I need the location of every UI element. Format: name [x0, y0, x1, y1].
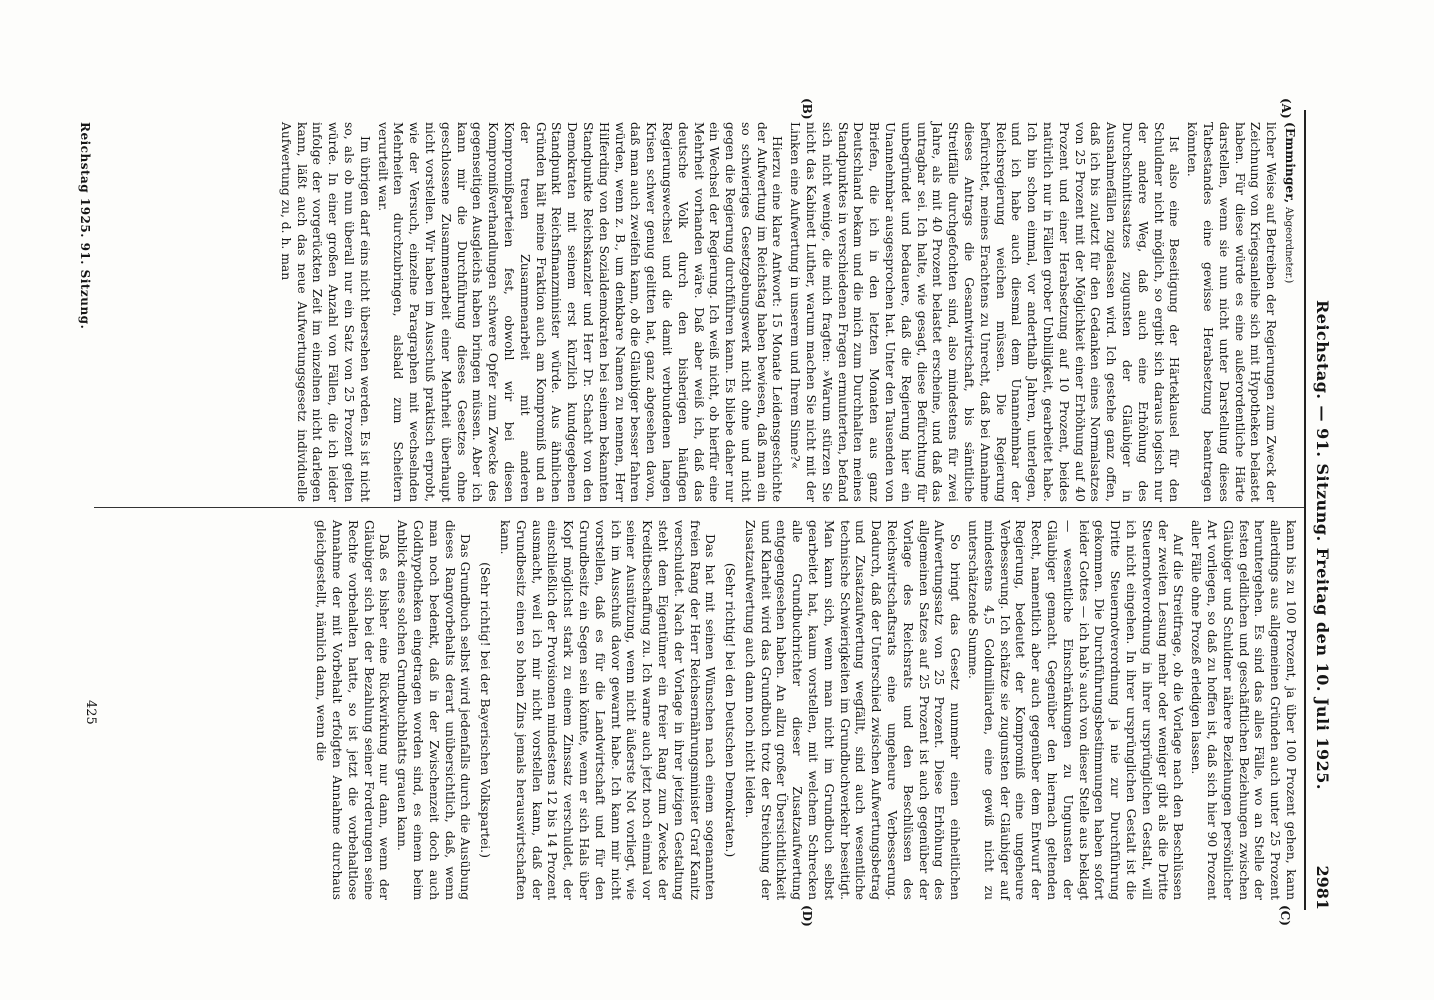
paragraph: kann bis zu 100 Prozent, ja über 100 Prozent gehen, kann allerdings aus allgemeinen Gründen auch unter 25 Prozent heruntergehen. Es sind das alles Fälle, wo an Stelle der festen geldlichen und geschäftlichen Beziehungen zwischen Gläubiger und Schuldner nähere Beziehungen persönlicher Art vorliegen, so daß zu hoffen ist, daß sich hier 90 Prozent aller Fälle ohne Prozeß erledigen lassen. — [1189, 520, 1298, 900]
header-rule — [1304, 110, 1306, 910]
right-column — [310, 520, 1298, 900]
column-divider — [94, 507, 1304, 508]
paragraph: Daß es bisher eine Rückwirkung nur dann, wenn der Gläubiger sich bei der Bezahlung seiner Forderungen seine Rechte vorbehalten hatte, so ist jetzt die vorbehaltlose Annahme der mit Vorbehalt erfolgten Annahme durchaus gleichgestellt, nämlich dann, wenn die — [314, 520, 392, 900]
paragraph: Auf die Streitfrage, ob die Vorlage nach den Beschlüssen der zweiten Lesung mehr oder weniger gibt als die Dritte Steuernotverordnung in ihrer ursprünglichen Gestalt, will ich nicht eingehen. In ihrer ursprünglichen Gestalt ist die Dritte Steuernotverordnung ja nie zur Durchführung gekommen. Die Durchführungsbestimmungen haben sofort leider Gottes — ich hab's auch von dieser Stelle aus beklagt — wesentliche Einschränkungen zu Ungunsten der Gläubiger gemacht. Gegenüber den hiernach geltenden Recht, namentlich aber auch gegenüber dem Entwurf der Regierung, bedeutet der Kompromiß eine ungeheure Verbesserung. Ich schätze sie zugunsten der Gläubiger auf mindestens 4,5 Goldmilliarden, eine gewiß nicht zu unterschätzende Summe. — [966, 520, 1186, 900]
signature-number: 425 — [83, 700, 98, 725]
margin-mark-b: (B) — [800, 98, 814, 120]
running-title: Reichstag. — 91. Sitzung. Freitag den 10. Juli 1925. — [1313, 300, 1332, 790]
interjection: (Sehr richtig! bei der Bayerischen Volkspartei.) — [478, 562, 493, 858]
paragraph: Im übrigen darf eins nicht übersehen werden. Es ist nicht so, als ob nun überall nur ein Satz von 25 Prozent gelten würde. In einer großen Anzahl von Fällen, die ich leider infolge der vorgerückten Zeit im einzelnen nicht darlegen kann, läßt auch das neue Aufwertungsgesetz individuelle Aufwertung zu, d. h. man — [278, 122, 372, 502]
paragraph: So bringt das Gesetz nunmehr einen einheitlichen Aufwertungssatz von 25 Prozent. Diese Erhöhung des allgemeinen Satzes auf 25 Prozent ist auch gegenüber der Vorlage des Reichsrats und den Beschlüssen des Reichswirtschaftsrats eine ungeheure Verbesserung. Dadurch, daß der Unterschied zwischen Aufwertungsbetrag und Zusatzaufwertung wegfällt, sind auch wesentliche technische Schwierigkeiten im Grundbuchverkehr beseitigt. Man kann sich, wenn man nicht im Grundbuch selbst gearbeitet hat, kaum vorstellen, mit welchem Schrecken alle Grundbuchrichter dieser Zusatzaufwertung entgegengesehen haben. An allzu großer Übersichtlichkeit und Klarheit wird das Grundbuch trotz der Streichung der Zusatzaufwertung auch dann noch nicht leiden. — [742, 520, 963, 900]
speaker-name: (Emminger, — [1283, 122, 1298, 204]
interjection: (Sehr richtig! bei den Deutschen Demokraten.) — [723, 562, 738, 858]
left-column — [275, 122, 1298, 502]
margin-mark-d: (D) — [800, 905, 814, 927]
margin-mark-a: (A) — [1279, 98, 1293, 119]
speaker-line — [1280, 122, 1298, 502]
page-footer: Reichstag 1925. 91. Sitzung. — [78, 122, 92, 330]
paragraph: Das hat mit seinen Wünschen nach einem sogenannten freien Rang der Herr Reichsernährungsminister Graf Kanitz verschuldet. Nach der Vorlage in ihrer jetzigen Gestaltung steht dem Eigentümer ein freier Rang zum Zwecke der Kreditbeschaffung zu. Ich warne auch jetzt noch einmal vor seiner Ausnützung, wenn nicht äußerste Not vorliegt, wie ich im Ausschuß davor gewarnt habe. Ich kann mir nicht vorstellen, daß es für die Landwirtschaft und für den Grundbesitz ein Segen sein könnte, wenn er sich Hals über Kopf möglichst stark zu einem Zinssatz verschuldet, der einschließlich der Provisionen mindestens 12 bis 14 Prozent ausmacht, weil ich mir nicht vorstellen kann, daß der Grundbesitz einen so hohen Zins jemals herauswirtschaften kann. — [497, 520, 718, 900]
page-header — [1306, 110, 1334, 910]
page-number: 2981 — [1313, 865, 1332, 910]
paragraph: licher Weise auf Betreiben der Regierungen zum Zweck der Zeichnung von Kriegsanleihe sich mit Hypotheken belastet haben. Für diese würde es eine außerordentliche Härte darstellen, wenn sie nun nicht unter Darstellung dieses Tatbestandes eine gewisse Herabsetzung beantragen könnten. — [1185, 122, 1279, 502]
margin-mark-c: (C) — [1278, 905, 1292, 926]
paragraph: Ist also eine Beseitigung der Härteklausel für den Schuldner nicht möglich, so ergibt sich daraus logisch nur der andere Weg, daß auch eine Erhöhung des Durchschnittssatzes zugunsten der Gläubiger in Ausnahmefällen zugelassen wird. Ich gestehe ganz offen, daß ich bis zuletzt für den Gedanken eines Normalsatzes von 25 Prozent mit der Möglichkeit einer Erhöhung auf 40 Prozent und einer Herabsetzung auf 10 Prozent, beides natürlich nur in Fällen grober Unbilligkeit, gearbeitet habe. Ich bin schon einmal, vor anderthalb Jahren, unterlegen, und ich habe auch diesmal dem Unannehmbar der Reichsregierung weichen müssen. Die Regierung befürchtet, meines Erachtens zu Unrecht, daß bei Annahme dieses Antrags die Gesamtwirtschaft, bis sämtliche Streitfälle durchgefochten sind, also mindestens für zwei Jahre, als mit 40 Prozent belastet erscheine, und daß das untragbar sei. Ich halte, wie gesagt, diese Befürchtung für unbegründet und bedauere, daß die Regierung hier ein Unannehmbar ausgesprochen hat. Unter den Tausenden von Briefen, die ich in den letzten Monaten aus ganz Deutschland bekam und die mich zum Durchhalten meines Standpunktes in verschiedenen Fragen ermunterten, befand sich nicht wenige, die mich fragten: »Warum stürzen Sie nicht das Kabinett Luther, warum machen Sie nicht mit der Linken eine Aufwertung in unserem und Ihrem Sinne?« — [788, 122, 1182, 502]
paragraph: Das Grundbuch selbst wird jedenfalls durch die Ausübung dieses Rangvorbehalts derart unübersichtlich, daß, wenn man noch bedenkt, daß in der Zwischenzeit doch auch Goldhypotheken eingetragen worden sind, es einem beim Anblick eines solchen Grundbuchblatts grauen kann. — [395, 520, 473, 900]
paragraph: Hierzu eine klare Antwort: 15 Monate Leidensgeschichte der Aufwertung im Reichstag haben bewiesen, daß man ein so schwieriges Gesetzgebungswerk nicht ohne und nicht gegen die Regierung durchführen kann. Es bliebe daher nur ein Wechsel der Regierung. Ich weiß nicht, ob hierfür eine Mehrheit vorhanden wäre. Daß aber weiß ich, daß das deutsche Volk durch den bisherigen häufigen Regierungswechsel und die damit verbundenen langen Krisen schwer genug gelitten hat, ganz abgesehen davon, daß man auch zweifeln kann, ob die Gläubiger besser fahren würden, wenn z. B., um denkbare Namen zu nennen, Herr Hilferding von den Sozialdemokraten bei seinem bekannten Standpunkte Reichskanzler und Herr Dr. Schacht von den Demokraten mit seinem erst kürzlich kundgegebenen Standpunkt Reichsfinanzminister würde. Aus ähnlichen Gründen hält meine Fraktion auch am Kompromiß und an der treuen Zusammenarbeit mit anderen Kompromißparteien fest, obwohl wir bei diesen Kompromißverhandlungen schwere Opfer zum Zwecke des gegenseitigen Ausgleichs haben bringen müssen. Aber ich kann mir die Durchführung dieses Gesetzes ohne geschlossene Zusammenarbeit einer Mehrheit überhaupt nicht vorstellen. Wir haben im Ausschuß praktisch erprobt, wie der Versuch, einzelne Paragraphen mit wechselnden Mehrheiten durchzubringen, alsbald zum Scheitern verurteilt war. — [375, 122, 785, 502]
speaker-role: Abgeordneter.) — [1283, 207, 1294, 284]
